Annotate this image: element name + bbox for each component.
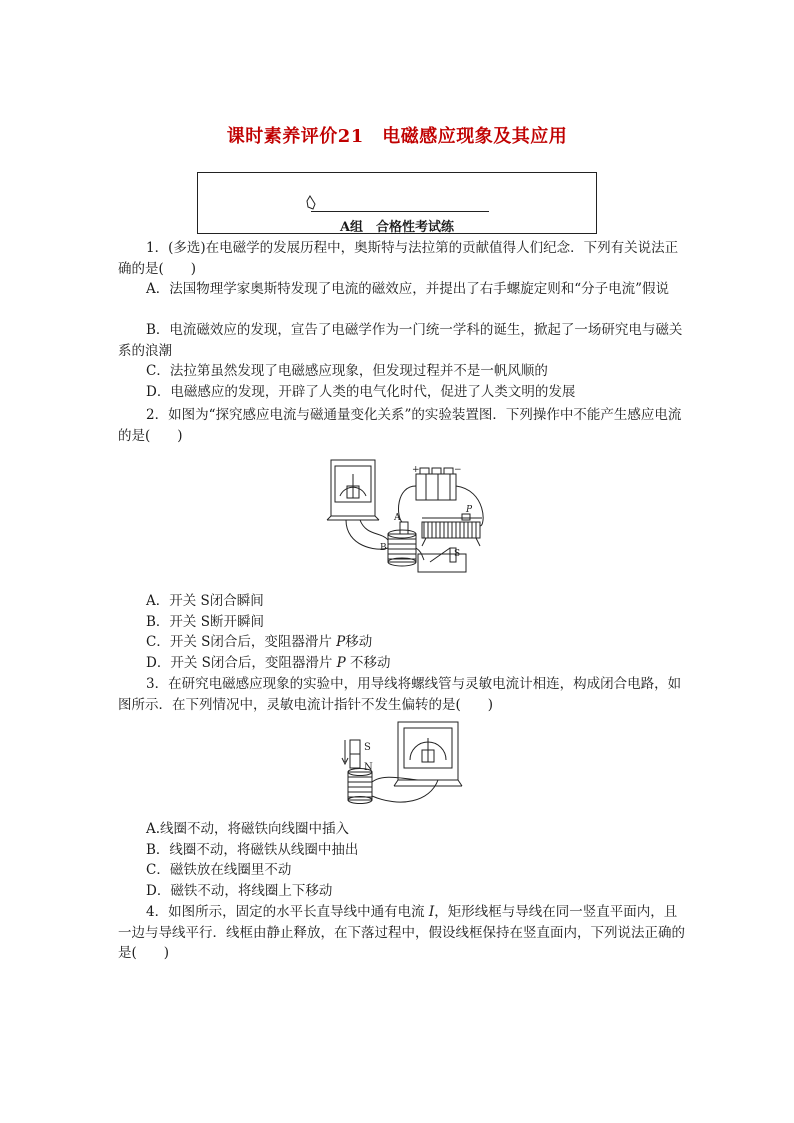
switch-s-label: S <box>454 549 461 559</box>
pencil-icon <box>306 195 320 211</box>
option-text: D．开关 S闭合后，变阻器滑片 <box>146 655 337 671</box>
magnet-coil-galvanometer-figure <box>340 718 470 814</box>
slider-p-label: P <box>466 505 473 515</box>
option-text: 移动 <box>345 634 373 650</box>
question-2-stem: 2．如图为“探究感应电流与磁通量变化关系”的实验装置图．下列操作中不能产生感应电流的是( ) <box>118 407 682 444</box>
section-label: A组 合格性考试练 <box>339 220 455 235</box>
question-4-text: 4．如图所示，固定的水平长直导线中通有电流 <box>146 904 429 920</box>
magnet-s-label: S <box>364 742 371 753</box>
question-1-option-a: A．法国物理学家奥斯特发现了电流的磁效应，并提出了右手螺旋定则和“分子电流”假说 <box>146 281 670 297</box>
question-1-option-d: D．电磁感应的发现，开辟了人类的电气化时代，促进了人类文明的发展 <box>146 384 576 400</box>
question-2-option-c <box>118 632 688 653</box>
question-3-option-a: A.线圈不动，将磁铁向线圈中插入 <box>146 821 350 837</box>
question-1-stem: 1．(多选)在电磁学的发展历程中，奥斯特与法拉第的贡献值得人们纪念．下列有关说法正确的是( ) <box>118 240 679 277</box>
question-3-option-c: C．磁铁放在线圈里不动 <box>146 862 292 878</box>
question-4-text: ，矩形线框与导线在同一竖直平面内，且一边与导线平行．线框由静止释放，在下落过程中，假设线框保持在竖直面内，下列说法正确的是( ) <box>118 904 685 961</box>
battery-plus-label: + <box>412 465 420 475</box>
question-1-option-b: B．电流磁效应的发现，宣告了电磁学作为一门统一学科的诞生，掀起了一场研究电与磁关系的浪潮 <box>118 322 683 359</box>
option-text: 不移动 <box>345 655 391 671</box>
question-1-option-c: C．法拉第虽然发现了电磁感应现象，但发现过程并不是一帆风顺的 <box>146 363 548 379</box>
question-3-option-b: B．线圈不动，将磁铁从线圈中抽出 <box>146 842 359 858</box>
variable-p: P <box>336 655 346 671</box>
question-4-stem <box>118 902 688 964</box>
induction-apparatus-figure <box>326 456 486 578</box>
question-2-option-a <box>118 591 688 612</box>
page-title: 课时素养评价21 电磁感应现象及其应用 <box>226 126 568 147</box>
question-3-stem: 3．在研究电磁感应现象的实验中，用导线将螺线管与灵敏电流计相连，构成闭合电路，如图所示．在下列情况中，灵敏电流计指针不发生偏转的是( ) <box>118 676 682 713</box>
option-text: B．开关 S断开瞬间 <box>146 614 264 630</box>
option-text: C．开关 S闭合后，变阻器滑片 <box>146 634 337 650</box>
question-2-option-d <box>118 653 688 674</box>
variable-p: P <box>336 634 346 650</box>
section-rule <box>311 211 489 212</box>
question-2-option-b <box>118 612 688 633</box>
option-text: A．开关 S闭合瞬间 <box>146 593 264 609</box>
section-header-box <box>197 172 597 234</box>
coil-b-label: B <box>380 543 387 553</box>
coil-a-label: A <box>394 513 401 523</box>
variable-i: I <box>428 904 435 920</box>
magnet-n-label: N <box>364 762 373 773</box>
battery-minus-label: − <box>454 465 462 475</box>
question-3-option-d: D．磁铁不动，将线圈上下移动 <box>146 883 333 899</box>
